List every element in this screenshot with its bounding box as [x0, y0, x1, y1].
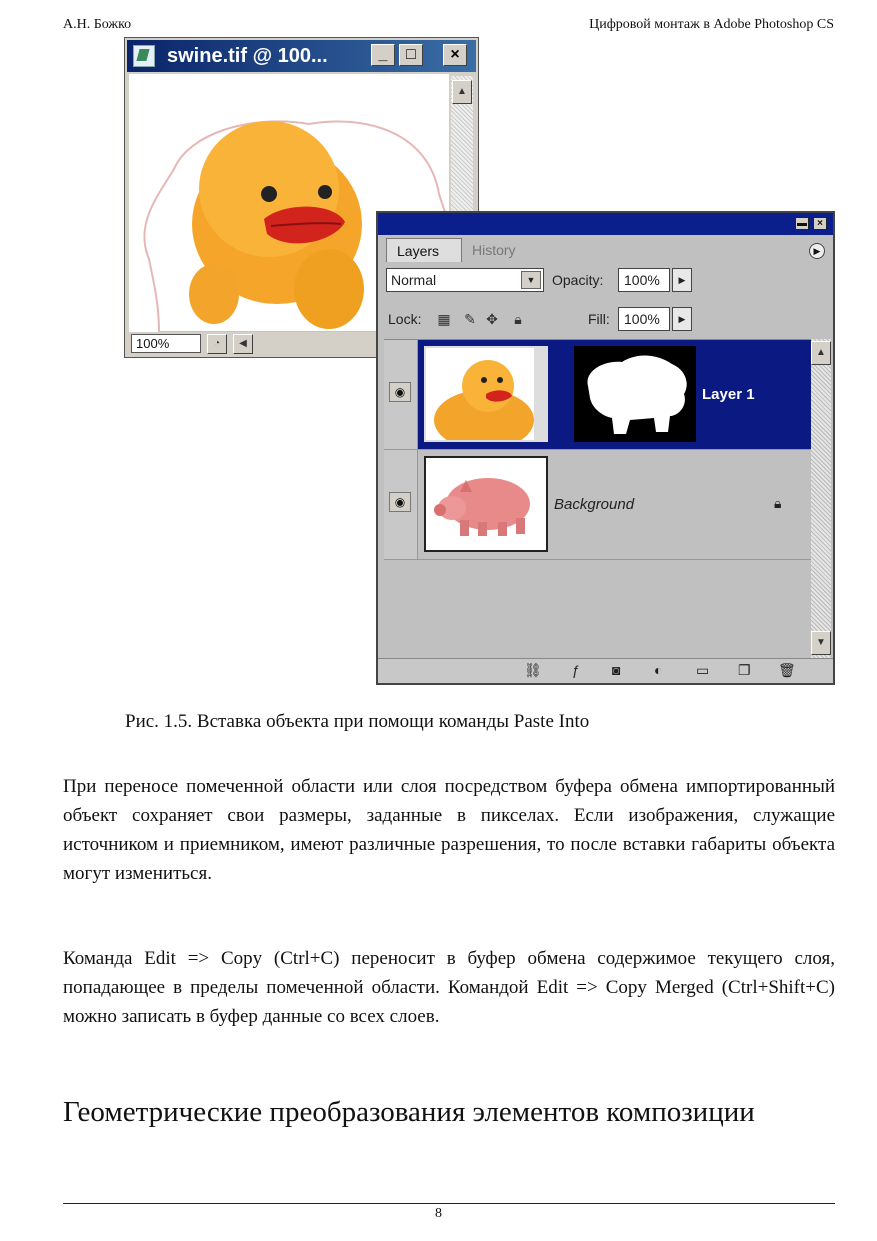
layer-row-background[interactable] [384, 450, 811, 560]
pig-thumbnail-image [426, 458, 546, 550]
palette-close-button[interactable]: × [813, 217, 827, 230]
scroll-left-button[interactable]: ◀ [233, 334, 253, 354]
layers-palette [376, 211, 835, 685]
lock-position-icon[interactable]: ✥ [486, 311, 498, 327]
layer-mask-thumbnail[interactable] [574, 346, 696, 442]
background-thumbnail[interactable] [424, 456, 548, 552]
lock-label: Lock: [388, 311, 422, 327]
background-layer-name[interactable]: Background [554, 496, 635, 513]
new-group-icon[interactable]: ▭ [696, 662, 710, 678]
layer-row-layer-1[interactable] [384, 340, 811, 450]
maximize-button[interactable]: □ [399, 44, 423, 66]
layer-1-thumbnail[interactable] [424, 346, 548, 442]
lock-icon: 🔒︎ [774, 495, 782, 511]
opacity-label: Opacity: [552, 272, 604, 288]
adjustment-layer-icon[interactable]: ◐ [654, 662, 663, 678]
add-mask-icon[interactable]: ◙ [612, 662, 621, 678]
lock-image-icon[interactable]: ✎ [464, 311, 476, 327]
tab-layers[interactable]: Layers [386, 238, 462, 262]
link-icon[interactable]: ⛓ [524, 662, 542, 678]
paragraph: При переносе помеченной области или слоя посредством буфера обмена импортированный объект сохраняет свои размеры, заданные в пикселах. Если изображения, служащие источником и приемником, имеют различные разрешения, то после вставки габариты объекта могут измениться. [63, 776, 835, 884]
opacity-slider-button[interactable]: ▶ [672, 268, 692, 292]
zoom-field[interactable]: 100% [131, 334, 201, 353]
page-number: 8 [435, 1206, 442, 1221]
fill-field[interactable]: 100% [618, 307, 670, 331]
scroll-up-button[interactable]: ▲ [452, 80, 472, 104]
scroll-down-button[interactable]: ▼ [811, 631, 831, 655]
blend-mode-value: Normal [391, 272, 437, 288]
header-author: А.Н. Божко [63, 17, 132, 32]
opacity-field[interactable]: 100% [618, 268, 670, 292]
fill-slider-button[interactable]: ▶ [672, 307, 692, 331]
layer-style-icon[interactable]: ƒ [572, 662, 580, 678]
close-button[interactable]: × [443, 44, 467, 66]
blend-options-row [378, 264, 833, 296]
paragraph: Команда Edit => Copy (Ctrl+C) переносит в буфер обмена содержимое текущего слоя, попадающее в пределы помеченной области. Командой Edit => Copy Merged (Ctrl+Shift+C) можно записать в буфер данные со всех слоев. [63, 948, 835, 1027]
eye-icon[interactable]: ◉ [389, 382, 411, 402]
visibility-column [384, 450, 418, 559]
scroll-up-button[interactable]: ▲ [811, 341, 831, 365]
lock-options-row [378, 303, 833, 335]
delete-layer-icon[interactable]: 🗑︎ [778, 662, 796, 678]
status-menu-icon[interactable]: ◔ [207, 334, 227, 354]
header-book-title: Цифровой монтаж в Adobe Photoshop CS [589, 17, 834, 32]
figure-caption: Рис. 1.5. Вставка объекта при помощи команды Paste Into [125, 711, 590, 732]
minimize-button[interactable]: _ [371, 44, 395, 66]
palette-minimize-button[interactable]: ▬ [797, 218, 807, 229]
document-title: swine.tif @ 100... [167, 45, 328, 67]
lock-all-icon[interactable]: 🔒︎ [514, 311, 522, 327]
pig-mask-image [574, 346, 696, 442]
new-layer-icon[interactable]: ❐ [738, 662, 751, 678]
chevron-down-icon[interactable]: ▼ [521, 271, 541, 289]
eye-icon[interactable]: ◉ [389, 492, 411, 512]
lock-transparency-icon[interactable]: ▦ [437, 311, 451, 327]
section-heading: Геометрические преобразования элементов композиции [63, 1096, 755, 1128]
visibility-column [384, 340, 418, 449]
document-titlebar[interactable] [127, 40, 476, 72]
palette-footer [378, 658, 833, 683]
footer-rule [63, 1203, 835, 1204]
palette-menu-icon[interactable]: ▶ [809, 243, 825, 259]
fill-label: Fill: [588, 311, 610, 327]
tab-history[interactable]: History [472, 242, 516, 258]
layers-vertical-scrollbar[interactable] [811, 339, 831, 659]
blend-mode-select[interactable] [386, 268, 544, 292]
document-icon [133, 45, 155, 67]
layers-list [384, 339, 811, 660]
layer-1-name[interactable]: Layer 1 [702, 386, 755, 403]
duck-thumbnail-image [426, 348, 546, 440]
palette-titlebar[interactable] [378, 213, 833, 235]
